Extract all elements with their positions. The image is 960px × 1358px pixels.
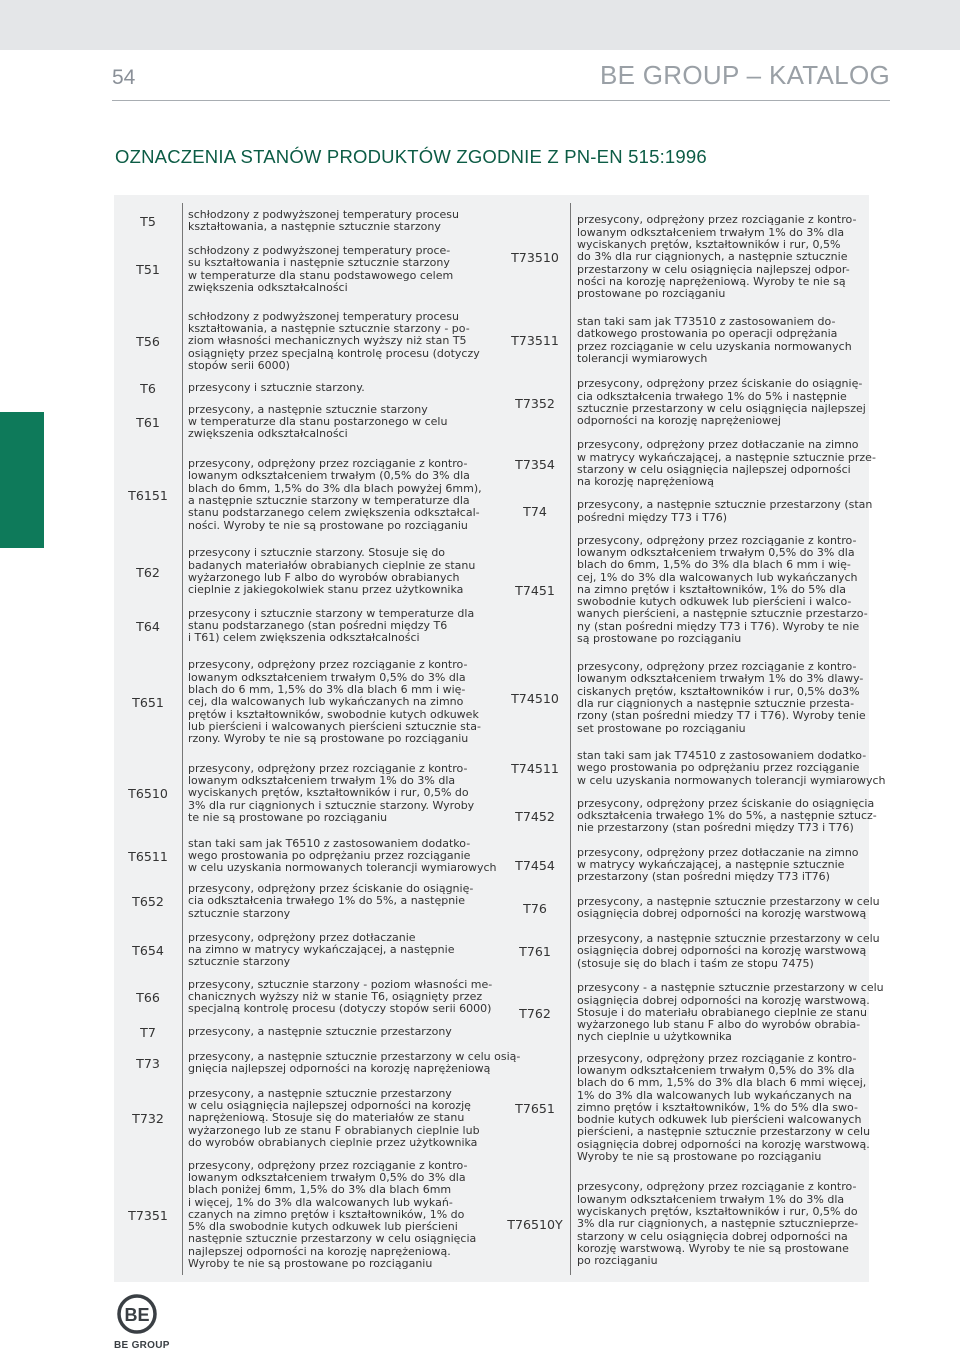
description-line: prostowane po rozciąganiu <box>577 287 726 301</box>
description-line: wanych pierścieni, a następnie sztucznie przestarzo- <box>577 607 868 621</box>
description-line: odporności na korozję naprężeniowej <box>577 414 781 428</box>
description-line: rzony (stan pośredni miedzy T7 i T76). Wyroby tenie <box>577 709 866 723</box>
right-state-code-cell <box>500 977 570 1049</box>
right-state-description <box>577 494 873 529</box>
description-line: (stosuje się do blach i taśm ze stopu 7475) <box>577 956 814 970</box>
description-line: korozję warstwową. Wyroby te nie są prostowane <box>577 1241 849 1255</box>
left-state-description <box>188 600 484 652</box>
description-line: następnie sztucznie przestarzony w celu osiągnięcia <box>188 1232 477 1246</box>
description-line: przesycony, odprężony przez rozciąganie z kontro- <box>188 761 468 775</box>
description-line: datkowego prostowania po operacji odprężania <box>577 327 838 341</box>
description-line: blach do 6mm, 1,5% do 3% dla blach 6 mm i wię- <box>577 558 851 572</box>
description-line: przesycony, odprężony przez rozciąganie z kontro- <box>188 457 468 471</box>
description-line: w matrycy wykańczającej, a następnie sztucznie <box>577 857 845 871</box>
description-line: stanu podstarzanego celem zwiększenia odkształcal- <box>188 506 480 520</box>
state-code: T652 <box>132 894 164 909</box>
catalog-title: BE GROUP – KATALOG <box>599 60 890 90</box>
left-state-description <box>188 234 484 305</box>
description-line: lowanym odkształceniem trwałym 1% do 3% dlawy- <box>577 672 864 686</box>
left-state-code-cell <box>114 652 182 753</box>
left-state-description <box>188 208 484 234</box>
logo-badge-icon <box>114 1292 160 1338</box>
state-code: T76510Y <box>507 1217 563 1232</box>
state-code: T66 <box>136 989 160 1005</box>
description-line: przesycony, odprężony przez ściskanie do osiągnię- <box>188 882 474 896</box>
description-line: osiągnięcia dobrej odporności na korozję warstwową <box>577 944 867 958</box>
description-line: stan taki sam jak T74510 z zastosowaniem dodatko- <box>577 749 867 763</box>
description-line: pośredni między T73 i T76) <box>577 510 728 524</box>
description-line: nie przestarzony (stan pośredni między T73 i T76) <box>577 821 854 835</box>
left-state-code-cell <box>114 975 182 1019</box>
state-code: T73 <box>136 1055 160 1071</box>
description-line: wyżarzonego lub ze stanu F obrabianych cieplnie lub <box>188 1123 480 1137</box>
section-title: OZNACZENIA STANÓW PRODUKTÓW ZGODNIE Z PN-EN 515:1996 <box>115 146 707 167</box>
description-line: i więcej, 1% do 3% dla walcowanych lub wykań- <box>188 1195 453 1209</box>
description-line: sztucznie przestarzony w celu osiągnięcia najlepszej <box>577 402 866 415</box>
right-state-code-cell <box>500 792 570 840</box>
description-line: prętów i kształtowników, swobodnie kutych odkuwek <box>188 707 479 721</box>
description-line: przesycony, odprężony przez dotłaczanie na zimno <box>577 438 859 452</box>
description-line: sztucznie starzony <box>188 955 291 969</box>
right-state-code-cell <box>500 309 570 372</box>
left-state-description <box>188 1081 484 1156</box>
description-line: wyżarzonego lub stanu F albo do wyrobów obrabia- <box>577 1018 861 1032</box>
left-state-description <box>188 305 484 378</box>
description-line: nych cieplnie u użytkownika <box>577 1030 732 1044</box>
description-line: lowanym odkształceniem trwałym 1% do 3% dla <box>577 1192 845 1206</box>
state-code: T6151 <box>128 487 168 503</box>
be-group-logo <box>114 1292 170 1351</box>
right-state-description <box>577 651 867 745</box>
description-line: lowanym odkształceniem trwałym 1% do 3% dla <box>188 774 456 788</box>
description-line: osiągnięcia dobrej odporności na korozję warstwową. <box>577 1137 870 1151</box>
state-code: T732 <box>132 1111 164 1126</box>
description-line: lowanym odkształceniem trwałym 0,5% do 3% dla <box>188 1170 466 1184</box>
description-line: cia odkształcenia trwałego 1% do 5%, a następnie <box>188 894 466 908</box>
right-state-code-cell <box>500 529 570 651</box>
left-state-code-cell <box>114 398 182 446</box>
state-code: T62 <box>136 564 160 580</box>
description-line: przestarzony (stan pośredni między T73 iT76) <box>577 870 830 884</box>
left-state-description <box>188 834 497 878</box>
left-state-code-cell <box>114 1081 182 1156</box>
description-line: w temperaturze dla stanu podstawowego celem <box>188 268 454 282</box>
state-code: T56 <box>136 334 160 349</box>
description-line: przestarzony w celu osiągnięcia najlepszej odpor- <box>577 262 850 276</box>
state-code: T7454 <box>515 857 555 873</box>
description-line: przesycony, a następnie sztucznie przestarzony <box>188 1086 452 1100</box>
left-state-code-cell <box>114 1019 182 1045</box>
top-band <box>0 0 960 50</box>
description-line: do 3% dla rur ciągnionych, a następnie sztucznie <box>577 250 848 264</box>
description-line: Stosuje i do materiału obrabianego cieplnie ze stanu <box>577 1005 867 1019</box>
description-line: ności. Wyroby te nie są prostowane po rozciąganiu <box>188 518 468 532</box>
left-state-code-cell <box>114 600 182 652</box>
state-code: T7354 <box>515 456 555 472</box>
state-code: T7452 <box>515 808 555 824</box>
state-code: T762 <box>519 1005 551 1021</box>
description-line: lowanym odkształceniem trwałym 0,5% do 3% dla <box>188 670 466 684</box>
right-state-description <box>577 792 877 840</box>
state-code: T7651 <box>515 1100 555 1116</box>
description-line: zwiększenia odkształcalności <box>188 427 348 441</box>
description-line: na zimno w matrycy wykańczającej, a następnie <box>188 942 455 956</box>
description-line: starzony w celu osiągnięcia najlepszej odporności <box>577 463 851 476</box>
left-state-description <box>188 753 484 834</box>
description-line: przesycony, odprężony przez dotłaczanie <box>188 930 416 944</box>
state-code: T6511 <box>128 848 168 864</box>
right-state-description <box>577 890 880 926</box>
page-number: 54 <box>112 66 136 89</box>
state-code: T5 <box>140 213 156 229</box>
description-line: przesycony, a następnie sztucznie przestarzony <box>188 1024 452 1038</box>
description-line: przesycony, a następnie sztucznie przestarzony w celu <box>577 932 880 946</box>
description-line: zimno prętów i kształtowników, 1% do 5% dla swo- <box>577 1100 858 1114</box>
right-state-code-cell <box>500 926 570 977</box>
description-line: wyżarzonego lub F albo do wyrobów obrabianych <box>188 571 460 584</box>
left-state-code-cell <box>114 544 182 600</box>
description-line: cej, dla walcowanych lub wykańczanych na zimno <box>188 695 464 709</box>
state-code: T61 <box>136 414 160 430</box>
left-state-description <box>188 544 484 600</box>
description-line: kształtowania, a następnie sztucznie starzony <box>188 220 441 233</box>
left-state-code-cell <box>114 208 182 234</box>
description-line: blach do 6 mm, 1,5% do 3% dla blach 6 mm i wię- <box>188 683 466 697</box>
description-line: zwiększenia odkształcalności <box>188 280 348 294</box>
description-line: przesycony i sztucznie starzony. <box>188 380 365 394</box>
description-line: do wyrobów obrabianych cieplnie przez użytkownika <box>188 1135 478 1149</box>
description-line: w celu osiągnięcia najlepszej odporności na korozję <box>188 1099 471 1113</box>
description-line: Wyroby te nie są prostowane po rozciąganiu <box>188 1257 433 1271</box>
description-line: czanych na zimno prętów i kształtowników, 1% do <box>188 1207 465 1221</box>
left-column-divider <box>182 203 183 1275</box>
state-code: T74510 <box>511 690 559 706</box>
description-line: przesycony, odprężony przez rozciąganie z kontro- <box>577 533 857 547</box>
description-line: wego prostowania po odprężaniu przez rozciąganie <box>188 848 471 862</box>
header-divider <box>112 100 890 101</box>
description-line: po rozciąganiu <box>577 1254 658 1268</box>
logo-mark-text: BE <box>124 1305 150 1325</box>
description-line: przesycony, odprężony przez ściskanie do osiągnięcia <box>577 796 875 810</box>
right-column-divider <box>570 203 571 1275</box>
left-state-description <box>188 398 484 446</box>
description-line: stan taki sam jak T6510 z zastosowaniem dodatko- <box>188 836 471 850</box>
left-state-code-cell <box>114 446 182 544</box>
right-state-description <box>577 745 886 792</box>
description-line: set prostowane po rozciąganiu <box>577 721 746 735</box>
right-state-description <box>577 1049 871 1167</box>
description-line: lowanym odkształceniem trwałym 1% do 3% dla <box>577 225 845 239</box>
description-line: na korozję naprężeniową <box>577 475 715 489</box>
description-line: wyciskanych prętów, kształtowników i rur, 0,5% do <box>188 786 469 800</box>
description-line: przesycony i sztucznie starzony w temperaturze dla <box>188 606 475 620</box>
left-state-code-cell <box>114 878 182 925</box>
left-state-description <box>188 925 484 975</box>
right-state-code-cell <box>500 890 570 926</box>
state-code: T6 <box>140 380 156 396</box>
left-state-code-cell <box>114 378 182 398</box>
description-line: stopów serii 6000) <box>188 358 290 372</box>
description-line: swobodnie kutych odkuwek lub pierścieni i walco- <box>577 595 852 609</box>
state-code: T74511 <box>511 761 559 776</box>
logo-text: BE GROUP <box>114 1340 170 1351</box>
description-line: lowanym odkształceniem trwałym 0,5% do 3% dla <box>577 1063 855 1077</box>
right-state-description <box>577 529 867 651</box>
description-line: przesycony, odprężony przez rozciąganie z kontro- <box>577 1051 857 1065</box>
description-line: w celu uzyskania normowanych tolerancji wymiarowych <box>577 773 886 787</box>
description-line: tolerancji wymiarowych <box>577 351 708 365</box>
right-state-description <box>577 206 867 309</box>
description-line: 3% dla rur ciągnionych, a następnie sztucznieprze- <box>577 1217 859 1231</box>
side-tab-marker <box>0 412 44 548</box>
description-line: osiągnięcia dobrej odporności na korozję warstwową <box>577 907 867 920</box>
left-state-code-cell <box>114 834 182 878</box>
right-state-code-cell <box>500 745 570 792</box>
state-code: T7351 <box>128 1207 168 1223</box>
description-line: Wyroby te nie są prostowane po rozciąganiu <box>577 1150 822 1164</box>
description-line: blach do 6mm, 1,5% do 3% dla blach powyżej 6mm), <box>188 481 482 495</box>
right-state-code-cell <box>500 434 570 494</box>
description-line: badanych materiałów obrabianych cieplnie ze stanu <box>188 558 476 572</box>
right-state-description <box>577 977 884 1049</box>
description-line: 3% dla rur ciągnionych i sztucznie starzony. Wyroby <box>188 798 475 812</box>
description-line: 5% dla swobodnie kutych odkuwek lub pierścieni <box>188 1220 458 1234</box>
right-state-description <box>577 840 867 890</box>
left-state-code-cell <box>114 1045 182 1081</box>
description-line: przesycony, a następnie sztucznie przestarzony w celu osią- <box>188 1049 521 1063</box>
description-line: wego prostowania po odprężaniu przez rozciąganie <box>577 761 860 775</box>
left-state-description <box>188 878 484 925</box>
description-line: w matrycy wykańczającej, a następnie sztucznie prze- <box>577 450 876 464</box>
description-line: wyciskanych prętów, kształtowników i rur, 0,5% do <box>577 1205 858 1219</box>
left-state-code-cell <box>114 925 182 975</box>
description-line: przesycony, odprężony przez rozciąganie z kontro- <box>188 1158 468 1172</box>
description-line: przesycony, a następnie sztucznie przestarzony w celu <box>577 894 880 908</box>
description-line: specjalną kontrolę procesu (dotyczy stopów serii 6000) <box>188 1002 492 1016</box>
right-state-description <box>577 926 880 977</box>
description-line: stanu podstarzanego (stan pośredni między T6 <box>188 618 448 632</box>
description-line: su kształtowania i następnie sztucznie starzony <box>188 256 450 270</box>
description-line: blach do 6 mm, 1,5% do 3% dla blach 6 mmi więcej, <box>577 1076 867 1090</box>
description-line: przesycony, odprężony przez dotłaczanie na zimno <box>577 845 859 859</box>
description-line: przesycony, a następnie sztucznie przestarzony (stan <box>577 498 873 512</box>
description-line: w temperaturze dla stanu postarzonego w celu <box>188 414 448 428</box>
left-state-code-cell <box>114 234 182 305</box>
state-code: T64 <box>136 618 160 634</box>
description-line: odkształcenia trwałego 1% do 5%, a następnie sztucz- <box>577 808 877 822</box>
description-line: ziom własności mechanicznych wyższy niż stan T5 <box>188 334 467 348</box>
state-code: T654 <box>132 942 164 958</box>
description-line: najlepszej odporności na korozję naprężeniową. <box>188 1244 451 1258</box>
description-line: przesycony, odprężony przez rozciąganie z kontro- <box>577 1180 857 1194</box>
right-state-code-cell <box>500 1049 570 1167</box>
state-code: T51 <box>136 262 160 277</box>
description-line: schłodzony z podwyższonej temperatury procesu <box>188 207 459 221</box>
description-line: naprężeniową. Stosuje się do materiałów ze stanu <box>188 1111 465 1125</box>
right-state-code-cell <box>500 372 570 434</box>
description-line: są prostowane po rozciąganiu <box>577 632 742 646</box>
description-line: ciskanych prętów, kształtowników i rur, 0,5% do3% <box>577 684 860 698</box>
description-line: lowanym odkształceniem trwałym (0,5% do 3% dla <box>188 469 470 483</box>
description-line: ny (stan pośredni między T73 i T76). Wyroby te nie <box>577 619 860 633</box>
description-line: pierścieni, a następnie sztucznie przestarzony w celu <box>577 1125 871 1139</box>
description-line: ności na korozję naprężeniową. Wyroby te nie są <box>577 274 846 288</box>
description-line: cia odkształcenia trwałego 1% do 5% i następnie <box>577 389 847 403</box>
description-line: lowanym odkształceniem trwałym 0,5% do 3% dla <box>577 545 855 559</box>
description-line: wyciskanych prętów, kształtowników i rur, 0,5% <box>577 238 841 252</box>
right-state-code-cell <box>500 206 570 309</box>
description-line: w celu uzyskania normowanych tolerancji wymiarowych <box>188 861 497 875</box>
description-line: przesycony, odprężony przez rozciąganie z kontro- <box>188 658 468 672</box>
description-line: na zimno prętów i kształtowników, 1% do 5% dla <box>577 582 847 596</box>
state-code: T651 <box>132 695 164 710</box>
description-line: 1% do 3% dla walcowanych lub wykańczanych na <box>577 1088 852 1102</box>
left-state-description <box>188 446 484 544</box>
description-line: przesycony, odprężony przez ściskanie do osiągnię- <box>577 377 863 391</box>
description-line: a następnie sztucznie starzony w temperaturze dla <box>188 494 470 507</box>
left-state-code-cell <box>114 305 182 378</box>
right-state-description <box>577 1167 867 1282</box>
left-state-code-cell <box>114 1156 182 1274</box>
description-line: przesycony i sztucznie starzony. Stosuje się do <box>188 546 446 560</box>
description-line: lub pierścieni i walcowanych pierścieni sztucznie sta- <box>188 719 481 733</box>
description-line: i T61) celem zwiększenia odkształcalności <box>188 631 420 645</box>
description-line: przesycony, sztucznie starzony - poziom własności me- <box>188 977 493 991</box>
state-code: T7352 <box>515 395 555 411</box>
left-state-description <box>188 378 484 398</box>
right-state-description <box>577 309 867 372</box>
left-state-description <box>188 975 493 1019</box>
state-code: T7451 <box>515 582 555 598</box>
description-line: blach poniżej 6mm, 1,5% do 3% dla blach 6mm <box>188 1183 452 1197</box>
description-line: cej, 1% do 3% dla walcowanych lub wykańczanych <box>577 570 858 584</box>
description-line: sztucznie starzony <box>188 906 291 920</box>
right-state-description <box>577 434 876 494</box>
description-line: schłodzony z podwyższonej temperatury procesu <box>188 309 459 323</box>
description-line: osiągnięty przez specjalną kontrolę procesu (dotyczy <box>188 346 480 360</box>
description-line: gnięcia najlepszej odporności na korozję naprężeniową <box>188 1062 491 1075</box>
description-line: bodnie kutych odkuwek lub pierścieni walcowanych <box>577 1113 862 1127</box>
left-state-description <box>188 1019 484 1045</box>
right-state-code-cell <box>500 651 570 745</box>
description-line: stan taki sam jak T73510 z zastosowaniem do- <box>577 314 836 328</box>
state-code: T74 <box>523 504 547 519</box>
state-code: T7 <box>140 1024 156 1040</box>
description-line: przesycony, a następnie sztucznie starzony <box>188 402 428 416</box>
description-line: cieplnie z jakiegokolwiek stanu przez użytkownika <box>188 583 464 597</box>
right-state-code-cell <box>500 840 570 890</box>
description-line: schłodzony z podwyższonej temperatury proce- <box>188 243 451 257</box>
description-line: starzony w celu osiągnięcia dobrej odporności na <box>577 1229 848 1243</box>
left-state-description <box>188 1156 484 1274</box>
left-state-code-cell <box>114 753 182 834</box>
description-line: przesycony, odprężony przez rozciąganie z kontro- <box>577 660 857 674</box>
left-state-description <box>188 652 484 753</box>
description-line: chanicznych wyższy niż w stanie T6, osiągnięty przez <box>188 989 483 1003</box>
left-state-description <box>188 1045 521 1081</box>
description-line: przesycony, odprężony przez rozciąganie z kontro- <box>577 213 857 227</box>
description-line: rzony. Wyroby te nie są prostowane po rozciąganiu <box>188 732 469 746</box>
right-state-code-cell <box>500 1167 570 1282</box>
description-line: przez rozciąganie w celu uzyskania normowanych <box>577 339 852 353</box>
right-state-code-cell <box>500 494 570 529</box>
description-line: przesycony - a następnie sztucznie przestarzony w celu <box>577 981 884 995</box>
state-code: T73511 <box>511 333 559 348</box>
state-code: T73510 <box>511 250 559 265</box>
description-line: te nie są prostowane po rozciąganiu <box>188 810 388 824</box>
description-line: osiągnięcia dobrej odporności na korozję warstwową. <box>577 993 870 1007</box>
description-line: dla rur ciągnionych a następnie sztucznie przesta- <box>577 697 855 710</box>
state-code: T6510 <box>128 786 168 801</box>
right-state-description <box>577 372 867 434</box>
state-code: T76 <box>523 900 547 916</box>
state-code: T761 <box>519 944 551 959</box>
description-line: kształtowania, a następnie sztucznie starzony - po- <box>188 322 470 336</box>
